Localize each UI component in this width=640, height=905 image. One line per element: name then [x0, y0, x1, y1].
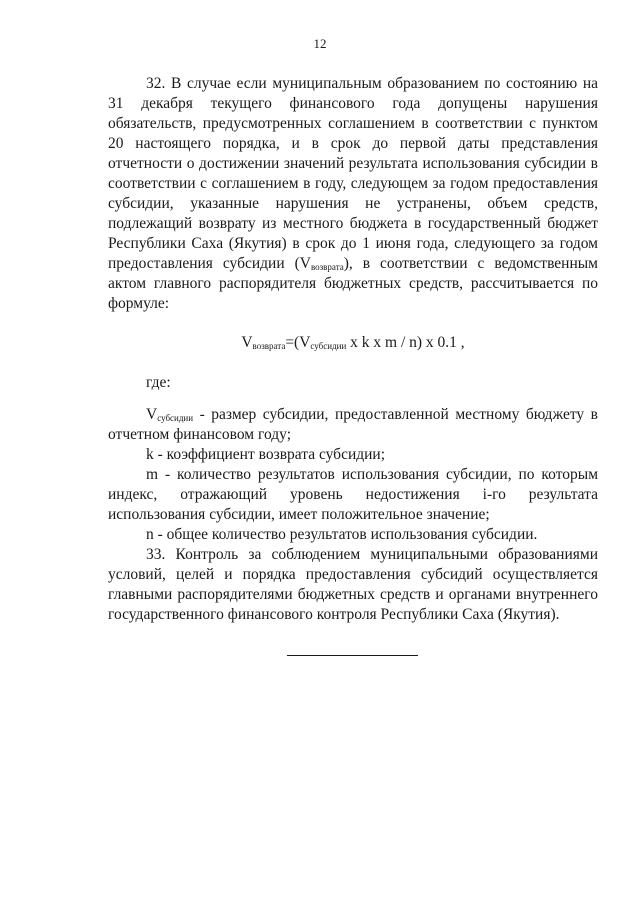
where-label: где: — [146, 374, 171, 391]
definition-m: m - количество результатов использования субсидии, по которым индекс, отражающий уровень недостижения i-го результата использования субсидии, имеет положительное значение; — [108, 466, 598, 523]
spacer — [108, 393, 598, 405]
paragraph-32-end: ), в соответствии с ведомственным актом главного распорядителя бюджетных средств, рассчитывается по формуле: — [108, 255, 598, 312]
formula — [108, 333, 598, 353]
page-number: 12 — [313, 36, 327, 51]
definition-v — [108, 405, 598, 445]
subscript-vozvrata: возврата — [310, 262, 344, 272]
formula-v: V — [241, 334, 253, 351]
definition-n: n - общее количество результатов использования субсидии. — [146, 526, 538, 543]
formula-sub-subsidii: субсидии — [310, 341, 347, 351]
paragraph-32-text: 32. В случае если муниципальным образованием по состоянию на 31 декабря текущего финансового года допущены нарушения обязательств, предусмотренных соглашением в соответствии с пунктом 20 настоящего порядка, и в срок до первой даты представления отчетности о достижении значений результата использования субсидии в соответствии с соглашением в году, следующем за годом предоставления субсидии, указанные нарушения не устранены, объем средств, подлежащий возврату из местного бюджета в государственный бюджет Республики Саха (Якутия) в срок до 1 июня года, следующего за годом предоставления субсидии (V — [108, 75, 598, 272]
paragraph-32 — [108, 74, 598, 314]
formula-sub-vozvrata: возврата — [252, 341, 286, 351]
definition-k: k - коэффициент возврата субсидии; — [146, 446, 386, 463]
formula-rest: x k x m / n) x 0.1 , — [346, 334, 465, 351]
formula-eq: =(V — [285, 334, 311, 351]
paragraph-33: 33. Контроль за соблюдением муниципальными образованиями условий, целей и порядка предоставления субсидий осуществляется главными распорядителями бюджетных средств и органами внутреннего государственного финансового контроля Республики Саха (Якутия). — [108, 546, 598, 623]
closing-rule — [287, 655, 418, 656]
definition-v-text: - размер субсидии, предоставленной местному бюджету в отчетном финансовом году; — [108, 406, 598, 443]
definition-v-subscript: субсидии — [157, 413, 194, 423]
definition-v-symbol: V — [146, 406, 158, 423]
document-body — [108, 74, 598, 625]
